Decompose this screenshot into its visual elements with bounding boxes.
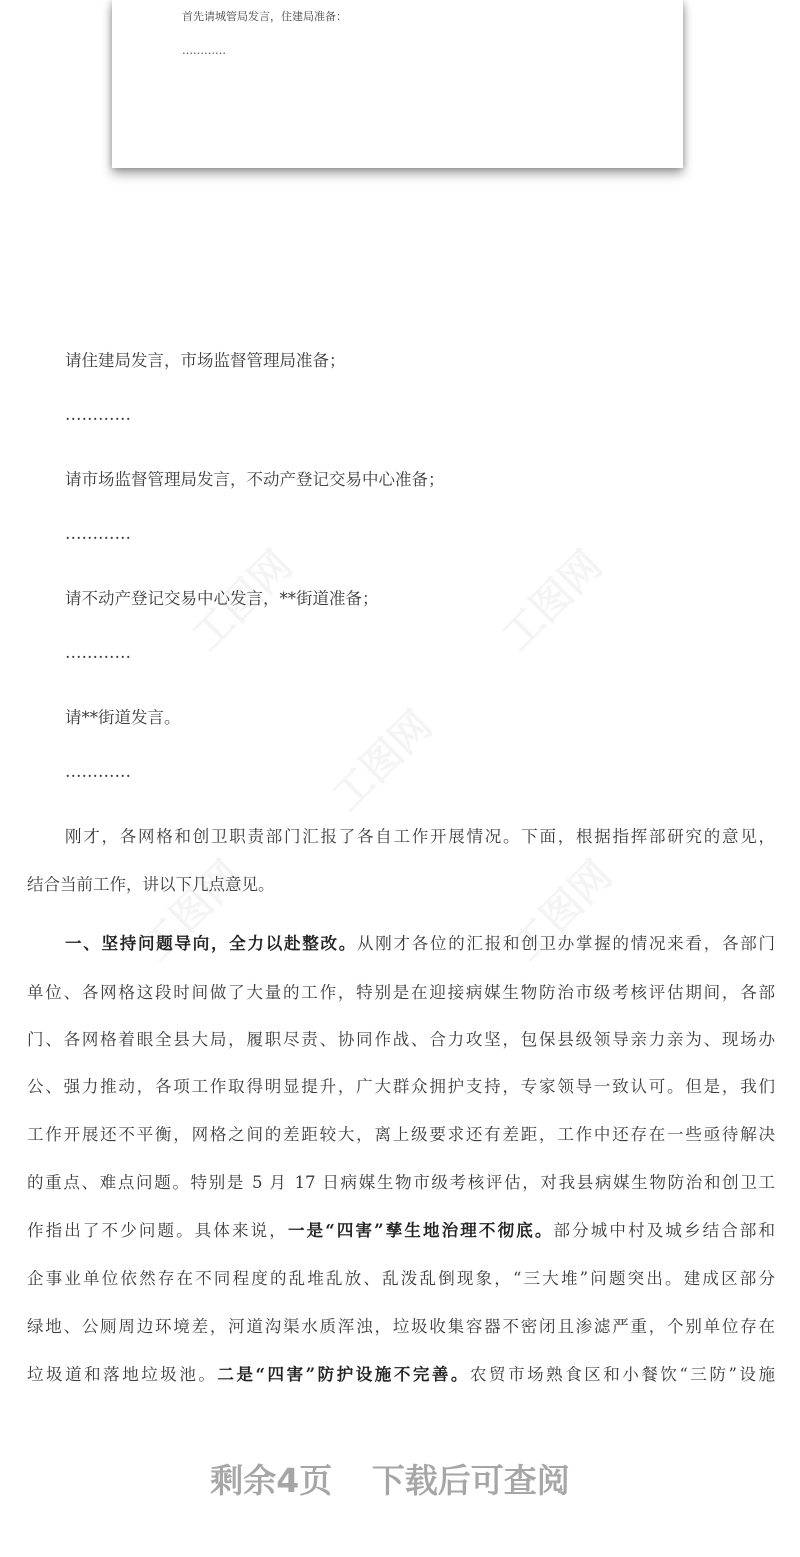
ellipsis-line: ………… (65, 405, 131, 424)
intro-paragraph-line: 刚才，各网格和创卫职责部门汇报了各自工作开展情况。下面，根据指挥部研究的意见， (65, 827, 775, 846)
section1-text: 部分城中村及城乡结合部和 (553, 1221, 776, 1240)
speaking-order-line: 请**街道发言。 (65, 708, 181, 727)
section1-line-with-point2 (27, 1361, 775, 1385)
point-one-heading: 一是“四害”孳生地治理不彻底。 (287, 1221, 554, 1240)
speaking-order-line: 请不动产登记交易中心发言，**街道准备； (65, 589, 379, 608)
intro-paragraph-line: 结合当前工作，讲以下几点意见。 (27, 875, 275, 894)
point-two-heading: 二是“四害”防护设施不完善。 (217, 1365, 470, 1384)
section1-line: 的重点、难点问题。特别是 5 月 17 日病媒生物市级考核评估，对我县病媒生物防治和创卫工 (27, 1173, 775, 1192)
section1-line-with-point1 (27, 1217, 775, 1241)
preview-line: 首先请城管局发言，住建局准备： (182, 10, 347, 23)
section1-line: 绿地、公厕周边环境差，河道沟渠水质浑浊，垃圾收集容器不密闭且渗滤严重，个别单位存在 (27, 1317, 775, 1336)
section1-line: 公、强力推动，各项工作取得明显提升，广大群众拥护支持，专家领导一致认可。但是，我们 (27, 1077, 775, 1096)
ellipsis-line: ………… (65, 643, 131, 662)
remaining-pages-label: 剩余4页 (210, 1461, 333, 1500)
ellipsis-line: ………… (65, 524, 131, 543)
section1-line: 工作开展还不平衡，网格之间的差距较大，离上级要求还有差距，工作中还存在一些亟待解决 (27, 1125, 775, 1144)
section1-heading: 一、坚持问题导向，全力以赴整改。 (65, 934, 357, 953)
section1-line: 门、各网格着眼全县大局，履职尽责、协同作战、合力攻坚，包保县级领导亲力亲为、现场办 (27, 1030, 775, 1049)
section1-text: 垃圾道和落地垃圾池。 (27, 1365, 218, 1384)
section1-first-line (65, 930, 775, 954)
section1-line: 企事业单位依然存在不同程度的乱堆乱放、乱泼乱倒现象，“三大堆”问题突出。建成区部分 (27, 1269, 775, 1288)
section1-line: 单位、各网格这段时间做了大量的工作，特别是在迎接病媒生物防治市级考核评估期间，各部 (27, 983, 775, 1002)
section1-text: 农贸市场熟食区和小餐饮“三防”设施 (469, 1365, 776, 1384)
download-hint-label: 下载后可查阅 (371, 1461, 570, 1500)
section1-text: 作指出了不少问题。具体来说， (27, 1221, 288, 1240)
speaking-order-line: 请住建局发言，市场监督管理局准备； (65, 351, 346, 370)
section1-text: 从刚才各位的汇报和创卫办掌握的情况来看，各部门 (357, 934, 775, 953)
previous-page-preview (112, 0, 683, 168)
ellipsis-line: ………… (65, 762, 131, 781)
speaking-order-line: 请市场监督管理局发言，不动产登记交易中心准备； (65, 470, 445, 489)
preview-ellipsis: ………… (182, 44, 226, 57)
download-prompt[interactable] (0, 1455, 780, 1502)
